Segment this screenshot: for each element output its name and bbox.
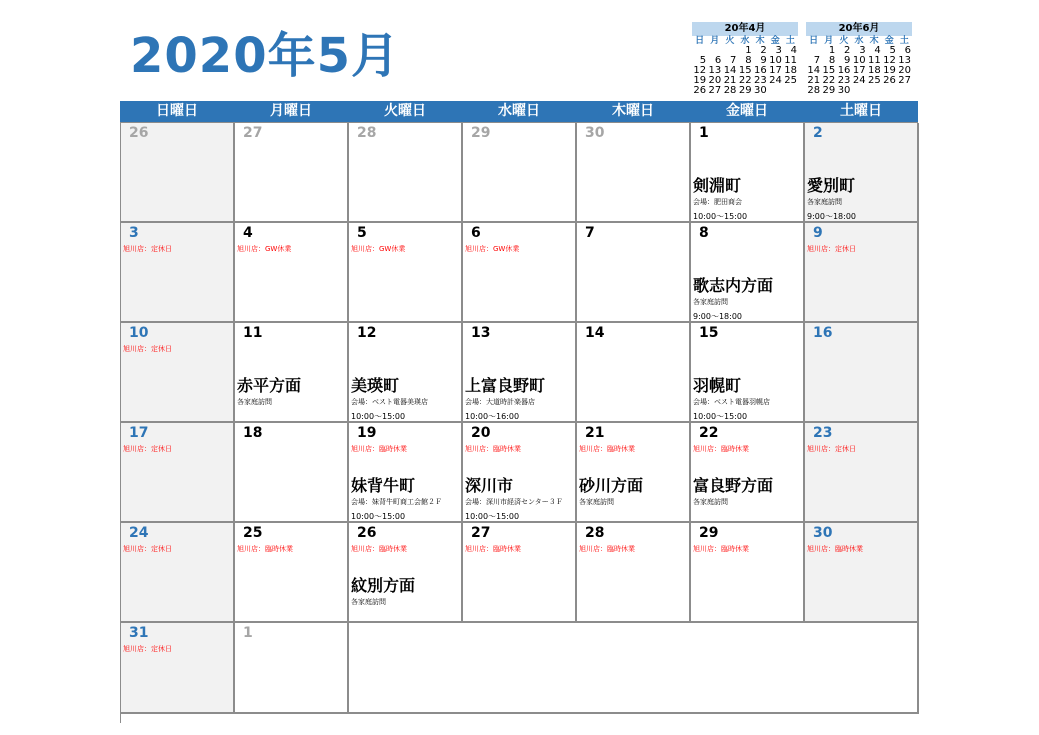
mini-day: 9 xyxy=(760,55,767,66)
event-location: 羽幌町 xyxy=(693,376,742,395)
day-number: 29 xyxy=(471,125,491,141)
day-cell xyxy=(235,223,349,323)
closure-note: 旭川店：定休日 xyxy=(123,344,176,354)
event-time: 10:00～15:00 xyxy=(351,412,406,421)
mini-day: 13 xyxy=(708,65,722,76)
month-calendar xyxy=(120,101,918,713)
day-number: 14 xyxy=(585,325,605,341)
day-cell xyxy=(577,523,691,623)
closure-note: 旭川店：定休日 xyxy=(807,444,860,454)
mini-day: 2 xyxy=(844,45,851,56)
closure-note: 旭川店：定休日 xyxy=(123,644,176,654)
day-cell xyxy=(349,323,463,423)
mini-day: 23 xyxy=(753,75,767,86)
mini-day: 29 xyxy=(738,85,752,96)
day-cell xyxy=(805,523,919,623)
mini-day: 8 xyxy=(828,55,836,66)
mini-weekday-label: 水 xyxy=(854,36,864,46)
mini-day: 7 xyxy=(730,55,737,66)
closure-note: 旭川店：定休日 xyxy=(123,444,176,454)
day-cell xyxy=(805,423,919,523)
event-venue: 各家庭訪問 xyxy=(237,398,272,406)
mini-day: 26 xyxy=(883,75,896,86)
weekday-header-row xyxy=(120,101,918,122)
day-cell xyxy=(235,523,349,623)
day-number: 24 xyxy=(129,525,149,541)
mini-calendar-june xyxy=(806,22,912,96)
closure-note: 旭川店：臨時休業 xyxy=(237,544,297,554)
day-cell xyxy=(235,323,349,423)
mini-day: 5 xyxy=(699,55,707,66)
mini-weekday-label: 日 xyxy=(695,36,705,46)
closure-note: 旭川店：GW休業 xyxy=(351,244,409,254)
mini-day: 10 xyxy=(852,55,866,66)
day-number: 15 xyxy=(699,325,719,341)
event-venue: 各家庭訪問 xyxy=(693,298,728,306)
day-number: 30 xyxy=(585,125,605,141)
day-cell xyxy=(349,223,463,323)
mini-day: 28 xyxy=(723,85,737,96)
mini-day: 20 xyxy=(708,75,722,86)
day-number: 13 xyxy=(471,325,491,341)
day-cell xyxy=(577,323,691,423)
day-cell xyxy=(577,123,691,223)
mini-day: 19 xyxy=(693,75,707,86)
day-number: 31 xyxy=(129,625,149,641)
mini-day: 18 xyxy=(867,65,881,76)
mini-weekday-label: 水 xyxy=(740,36,750,46)
day-cell xyxy=(691,423,805,523)
day-cell xyxy=(805,123,919,223)
weekday-header: 火曜日 xyxy=(384,103,426,119)
day-cell xyxy=(691,523,805,623)
mini-day: 16 xyxy=(753,65,767,76)
day-cell xyxy=(235,423,349,523)
day-number: 10 xyxy=(129,325,149,341)
day-cell xyxy=(691,223,805,323)
day-number: 4 xyxy=(243,225,253,241)
mini-day: 30 xyxy=(753,85,767,96)
day-number: 2 xyxy=(813,125,823,141)
event-venue: 会場：大道時計楽器店 xyxy=(465,398,535,406)
mini-calendar-april xyxy=(692,22,798,96)
day-number: 8 xyxy=(699,225,709,241)
mini-weekday-label: 金 xyxy=(770,36,780,46)
mini-day: 18 xyxy=(784,65,797,76)
day-cell xyxy=(121,123,235,223)
mini-day: 3 xyxy=(859,45,866,56)
event-time: 10:00～15:00 xyxy=(351,512,406,521)
mini-day: 16 xyxy=(837,65,851,76)
day-cell xyxy=(121,223,235,323)
day-number: 1 xyxy=(243,625,253,641)
event-location: 富良野方面 xyxy=(693,476,774,495)
mini-day: 12 xyxy=(883,55,896,66)
mini-day: 14 xyxy=(723,65,737,76)
day-number: 21 xyxy=(585,425,605,441)
event-time: 10:00～15:00 xyxy=(465,512,520,521)
mini-day: 24 xyxy=(852,75,866,86)
event-venue: 各家庭訪問 xyxy=(579,498,614,506)
mini-day: 11 xyxy=(784,55,797,66)
mini-day: 24 xyxy=(769,75,782,86)
day-number: 9 xyxy=(813,225,823,241)
day-cell xyxy=(121,323,235,423)
empty-area xyxy=(349,623,919,714)
weekday-header: 金曜日 xyxy=(726,103,768,119)
event-time: 10:00～15:00 xyxy=(693,212,748,221)
day-number: 18 xyxy=(243,425,263,441)
mini-calendar-days xyxy=(692,36,798,96)
mini-weekday-label: 木 xyxy=(869,36,879,46)
closure-note: 旭川店：臨時休業 xyxy=(465,444,525,454)
closure-note: 旭川店：GW休業 xyxy=(237,244,295,254)
day-cell xyxy=(349,123,463,223)
mini-day: 12 xyxy=(693,65,707,76)
day-number: 27 xyxy=(243,125,263,141)
closure-note: 旭川店：臨時休業 xyxy=(807,544,867,554)
mini-day: 17 xyxy=(769,65,782,76)
mini-day: 14 xyxy=(807,65,821,76)
closure-note: 旭川店：臨時休業 xyxy=(465,544,525,554)
weekday-header: 日曜日 xyxy=(156,103,198,119)
event-location: 砂川方面 xyxy=(579,476,644,495)
event-venue: 会場：肥田商会 xyxy=(693,198,742,206)
event-location: 剣淵町 xyxy=(693,176,742,195)
day-number: 19 xyxy=(357,425,377,441)
mini-day: 22 xyxy=(738,75,752,86)
mini-weekday-label: 金 xyxy=(884,36,894,46)
page-title: 2020年5月 xyxy=(130,28,400,84)
mini-day: 3 xyxy=(775,45,782,56)
day-cell xyxy=(463,223,577,323)
mini-day: 10 xyxy=(769,55,782,66)
mini-day: 6 xyxy=(714,55,722,66)
day-number: 26 xyxy=(357,525,377,541)
day-cell xyxy=(463,123,577,223)
day-number: 7 xyxy=(585,225,595,241)
weekday-header: 月曜日 xyxy=(270,103,312,119)
mini-day: 6 xyxy=(904,45,911,56)
mini-day: 8 xyxy=(745,55,752,66)
event-venue: 会場：ベスト電器羽幌店 xyxy=(693,398,770,406)
closure-note: 旭川店：臨時休業 xyxy=(693,444,753,454)
mini-day: 21 xyxy=(723,75,737,86)
event-location: 紋別方面 xyxy=(351,576,416,595)
mini-day: 30 xyxy=(837,85,851,96)
event-location: 美瑛町 xyxy=(351,376,400,395)
weekday-header: 土曜日 xyxy=(840,103,882,119)
event-time: 9:00～18:00 xyxy=(693,312,743,321)
mini-day: 15 xyxy=(738,65,752,76)
mini-day: 19 xyxy=(883,65,896,76)
mini-weekday-label: 月 xyxy=(710,36,720,46)
day-number: 5 xyxy=(357,225,367,241)
day-number: 26 xyxy=(129,125,149,141)
day-cell xyxy=(805,223,919,323)
closure-note: 旭川店：臨時休業 xyxy=(579,544,639,554)
weekday-header: 木曜日 xyxy=(612,103,654,119)
day-number: 16 xyxy=(813,325,833,341)
mini-day: 27 xyxy=(708,85,722,96)
mini-calendar-header: 20年6月 xyxy=(806,22,912,36)
mini-day: 5 xyxy=(889,45,896,56)
calendar-grid xyxy=(120,122,918,723)
mini-day: 11 xyxy=(867,55,881,66)
day-cell xyxy=(691,323,805,423)
mini-day: 13 xyxy=(898,55,911,66)
day-cell xyxy=(463,523,577,623)
mini-day: 21 xyxy=(807,75,821,86)
mini-day: 25 xyxy=(784,75,797,86)
closure-note: 旭川店：定休日 xyxy=(123,244,176,254)
closure-note: 旭川店：臨時休業 xyxy=(579,444,639,454)
mini-weekday-label: 火 xyxy=(725,36,735,46)
event-location: 愛別町 xyxy=(807,176,856,195)
mini-weekday-label: 火 xyxy=(839,36,849,46)
mini-day: 15 xyxy=(822,65,836,76)
mini-calendar-header: 20年4月 xyxy=(692,22,798,36)
day-number: 1 xyxy=(699,125,709,141)
day-number: 28 xyxy=(357,125,377,141)
event-location: 深川市 xyxy=(465,476,514,495)
event-time: 10:00～15:00 xyxy=(693,412,748,421)
mini-day: 22 xyxy=(822,75,836,86)
day-cell xyxy=(349,423,463,523)
day-cell xyxy=(463,423,577,523)
day-number: 6 xyxy=(471,225,481,241)
mini-day: 1 xyxy=(828,45,836,56)
day-number: 3 xyxy=(129,225,139,241)
day-cell xyxy=(691,123,805,223)
mini-day: 7 xyxy=(813,55,821,66)
day-cell xyxy=(349,523,463,623)
mini-day: 28 xyxy=(807,85,821,96)
event-location: 歌志内方面 xyxy=(693,276,774,295)
day-number: 22 xyxy=(699,425,719,441)
weekday-header: 水曜日 xyxy=(498,103,540,119)
closure-note: 旭川店：臨時休業 xyxy=(351,444,411,454)
closure-note: 旭川店：定休日 xyxy=(123,544,176,554)
mini-day: 1 xyxy=(745,45,752,56)
day-number: 23 xyxy=(813,425,833,441)
day-cell xyxy=(463,323,577,423)
mini-weekday-label: 土 xyxy=(785,36,795,46)
mini-calendar-days xyxy=(806,36,912,96)
day-cell xyxy=(235,623,349,714)
day-cell xyxy=(577,223,691,323)
day-number: 11 xyxy=(243,325,263,341)
mini-day: 2 xyxy=(760,45,767,56)
mini-day: 25 xyxy=(867,75,881,86)
mini-day: 4 xyxy=(874,45,881,56)
event-time: 10:00～16:00 xyxy=(465,412,520,421)
day-number: 17 xyxy=(129,425,149,441)
event-venue: 会場：深川市経済センター３Ｆ xyxy=(465,498,563,506)
day-number: 25 xyxy=(243,525,263,541)
event-time: 9:00～18:00 xyxy=(807,212,857,221)
day-number: 30 xyxy=(813,525,833,541)
event-location: 上富良野町 xyxy=(465,376,546,395)
mini-weekday-label: 日 xyxy=(809,36,819,46)
event-venue: 会場：妹背牛町商工会館２Ｆ xyxy=(351,498,442,506)
mini-day: 26 xyxy=(693,85,707,96)
mini-day: 27 xyxy=(898,75,911,86)
mini-weekday-label: 月 xyxy=(824,36,834,46)
event-venue: 各家庭訪問 xyxy=(351,598,386,606)
mini-weekday-label: 土 xyxy=(899,36,909,46)
day-number: 27 xyxy=(471,525,491,541)
event-location: 妹背牛町 xyxy=(351,476,416,495)
closure-note: 旭川店：GW休業 xyxy=(465,244,523,254)
closure-note: 旭川店：臨時休業 xyxy=(351,544,411,554)
closure-note: 旭川店：定休日 xyxy=(807,244,860,254)
mini-day: 4 xyxy=(790,45,797,56)
day-number: 20 xyxy=(471,425,491,441)
mini-day: 9 xyxy=(844,55,851,66)
event-venue: 各家庭訪問 xyxy=(807,198,842,206)
day-cell xyxy=(121,623,235,714)
event-venue: 各家庭訪問 xyxy=(693,498,728,506)
mini-day: 17 xyxy=(852,65,866,76)
day-number: 29 xyxy=(699,525,719,541)
day-cell xyxy=(577,423,691,523)
mini-day: 29 xyxy=(822,85,836,96)
day-number: 12 xyxy=(357,325,377,341)
day-cell xyxy=(805,323,919,423)
event-venue: 会場：ベスト電器美瑛店 xyxy=(351,398,428,406)
day-number: 28 xyxy=(585,525,605,541)
day-cell xyxy=(121,523,235,623)
event-location: 赤平方面 xyxy=(237,376,302,395)
day-cell xyxy=(235,123,349,223)
mini-day: 20 xyxy=(898,65,911,76)
closure-note: 旭川店：臨時休業 xyxy=(693,544,753,554)
day-cell xyxy=(121,423,235,523)
mini-day: 23 xyxy=(837,75,851,86)
mini-weekday-label: 木 xyxy=(755,36,765,46)
